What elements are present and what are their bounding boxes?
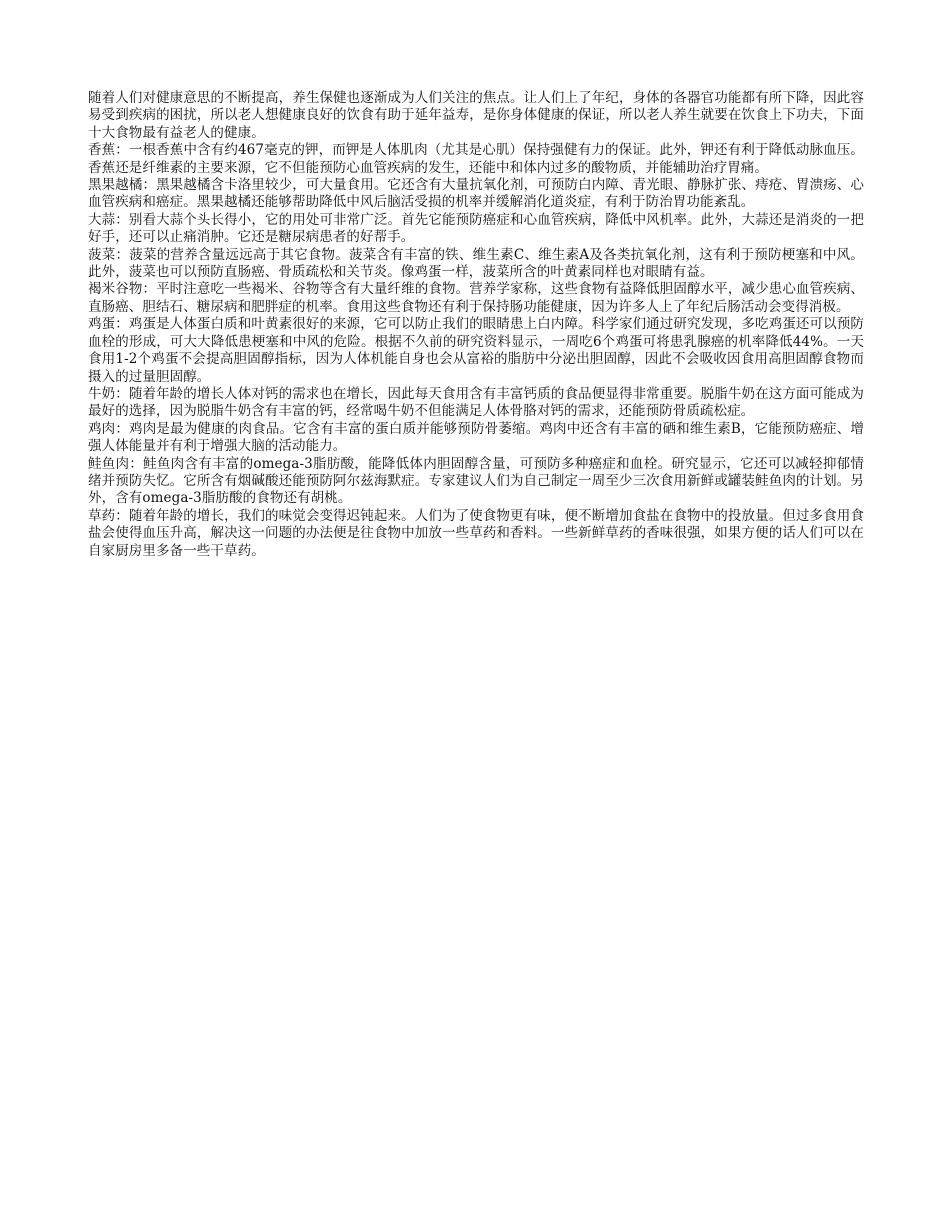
blueberry-paragraph: 黑果越橘：黑果越橘含卡洛里较少，可大量食用。它还含有大量抗氧化剂，可预防白内障、青光眼、静脉扩张、痔疮、胃溃疡、心血管疾病和癌症。黑果越橘还能够帮助降低中风后脑活受损的机率并缓解消化道炎症，有利于防治胃功能紊乱。 — [88, 177, 864, 211]
egg-paragraph: 鸡蛋：鸡蛋是人体蛋白质和叶黄素很好的来源，它可以防止我们的眼睛患上白内障。科学家们通过研究发现，多吃鸡蛋还可以预防血栓的形成，可大大降低患梗塞和中风的危险。根据不久前的研究资料显示，一周吃6个鸡蛋可将患乳腺癌的机率降低44%。一天食用1-2个鸡蛋不会提高胆固醇指标，因为人体机能自身也会从富裕的脂肪中分泌出胆固醇，因此不会吸收因食用高胆固醇食物而摄入的过量胆固醇。 — [88, 316, 864, 385]
intro-paragraph: 随着人们对健康意思的不断提高，养生保健也逐渐成为人们关注的焦点。让人们上了年纪，身体的各器官功能都有所下降，因此容易受到疾病的困扰，所以老人想健康良好的饮食有助于延年益寿，是你身体健康的保证，所以老人养生就要在饮食上下功夫，下面十大食物最有益老人的健康。 — [88, 90, 864, 141]
milk-paragraph: 牛奶：随着年龄的增长人体对钙的需求也在增长，因此每天食用含有丰富钙质的食品便显得非常重要。脱脂牛奶在这方面可能成为最好的选择，因为脱脂牛奶含有丰富的钙，经常喝牛奶不但能满足人体骨胳对钙的需求，还能预防骨质疏松症。 — [88, 385, 864, 420]
spinach-paragraph: 菠菜：菠菜的营养含量远远高于其它食物。菠菜含有丰富的铁、维生素C、维生素A及各类抗氧化剂，这有利于预防梗塞和中风。此外，菠菜也可以预防直肠癌、骨质疏松和关节炎。像鸡蛋一样，菠菜所含的叶黄素同样也对眼睛有益。 — [88, 246, 864, 281]
salmon-paragraph: 鲑鱼肉：鲑鱼肉含有丰富的omega-3脂肪酸，能降低体内胆固醇含量，可预防多种癌症和血栓。研究显示，它还可以减轻抑郁情绪并预防失忆。它所含有烟碱酸还能预防阿尔兹海默症。专家建议人们为自己制定一周至少三次食用新鲜或罐装鲑鱼肉的计划。另外，含有omega-3脂肪酸的食物还有胡桃。 — [88, 455, 864, 507]
herbs-paragraph: 草药：随着年龄的增长，我们的味觉会变得迟钝起来。人们为了使食物更有味，便不断增加食盐在食物中的投放量。但过多食用食盐会使得血压升高，解决这一问题的办法便是往食物中加放一些草药和香料。一些新鲜草药的香味很强，如果方便的话人们可以在自家厨房里多备一些干草药。 — [88, 507, 864, 559]
garlic-paragraph: 大蒜：别看大蒜个头长得小，它的用处可非常广泛。首先它能预防癌症和心血管疾病，降低中风机率。此外，大蒜还是消炎的一把好手，还可以止痛消肿。它还是糖尿病患者的好帮手。 — [88, 211, 864, 246]
chicken-paragraph: 鸡肉：鸡肉是最为健康的肉食品。它含有丰富的蛋白质并能够预防骨萎缩。鸡肉中还含有丰富的硒和维生素B，它能预防癌症、增强人体能量并有利于增强大脑的活动能力。 — [88, 420, 864, 455]
brown-rice-paragraph: 褐米谷物：平时注意吃一些褐米、谷物等含有大量纤维的食物。营养学家称，这些食物有益降低胆固醇水平，减少患心血管疾病、直肠癌、胆结石、糖尿病和肥胖症的机率。食用这些食物还有利于保持肠功能健康，因为许多人上了年纪后肠活动会变得消极。 — [88, 281, 864, 315]
banana-paragraph: 香蕉：一根香蕉中含有约467毫克的钾，而钾是人体肌肉（尤其是心肌）保持强健有力的保证。此外，钾还有利于降低动脉血压。香蕉还是纤维素的主要来源，它不但能预防心血管疾病的发生，还能中和体内过多的酸物质，并能辅助治疗胃痛。 — [88, 142, 864, 176]
document-body — [88, 90, 864, 560]
